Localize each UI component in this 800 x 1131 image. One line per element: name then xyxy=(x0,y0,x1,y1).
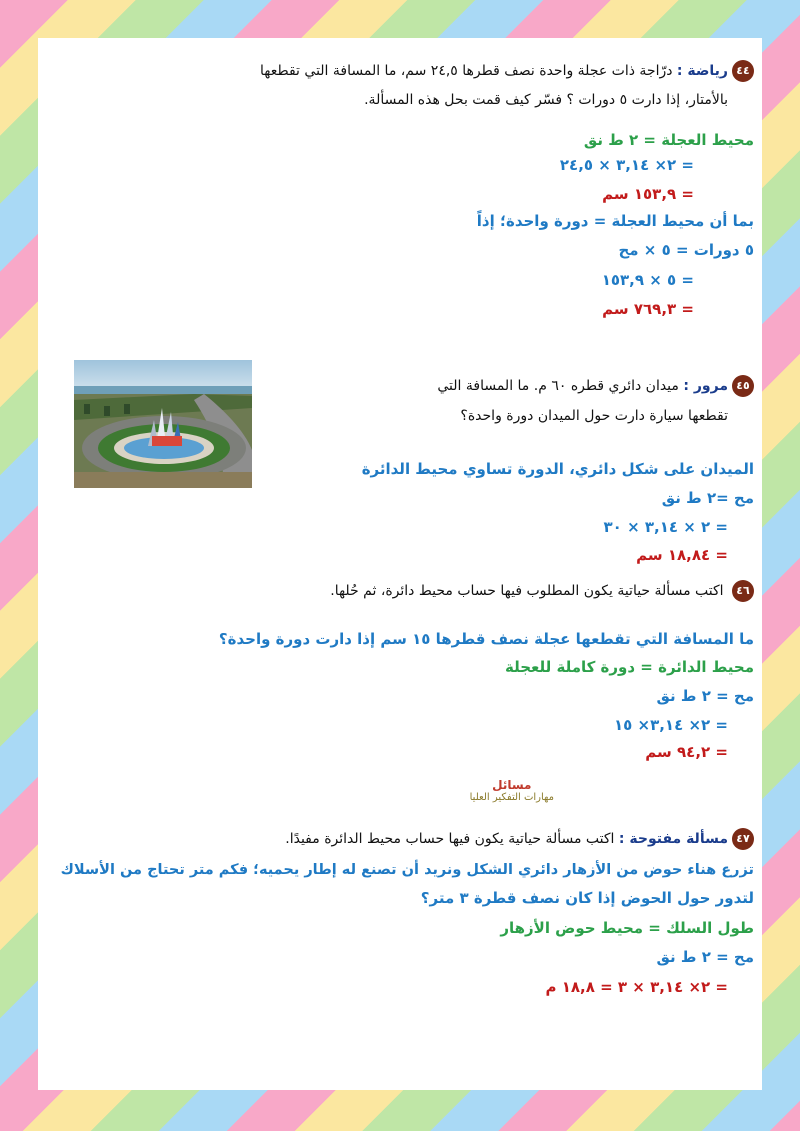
answer-line: = ٢× ٣,١٤× ١٥ xyxy=(613,716,728,734)
question-text: اكتب مسألة حياتية يكون المطلوب فيها حساب محيط دائرة، ثم حُلها. xyxy=(330,583,724,599)
answer-line: محيط العجلة = ٢ ط نق xyxy=(583,131,754,149)
question-number-badge: ٤٦ xyxy=(732,580,754,602)
answer-line: مح = ٢ ط نق xyxy=(656,948,754,966)
answer-line: ٥ دورات = ٥ × مح xyxy=(618,241,754,259)
question-number-badge: ٤٥ xyxy=(732,375,754,397)
question-number-badge: ٤٧ xyxy=(732,828,754,850)
answer-line: بما أن محيط العجلة = دورة واحدة؛ إذاً xyxy=(476,212,754,230)
question-47 xyxy=(285,828,754,850)
question-label: رياضة : xyxy=(676,63,728,79)
worksheet-page xyxy=(38,38,762,1090)
question-number-badge: ٤٤ xyxy=(732,60,754,82)
answer-line: = ٢× ٣,١٤ × ٢٤,٥ xyxy=(559,156,694,174)
question-label: مرور : xyxy=(683,378,728,394)
answer-line: = ٧٦٩,٣ سم xyxy=(602,300,694,318)
skills-title: مسائل xyxy=(492,778,532,792)
answer-line: محيط الدائرة = دورة كاملة للعجلة xyxy=(505,658,754,676)
question-44-line2: بالأمتار، إذا دارت ٥ دورات ؟ فسّر كيف قمت بحل هذه المسألة. xyxy=(364,92,728,108)
question-text: اكتب مسألة حياتية يكون فيها حساب محيط الدائرة مفيدًا. xyxy=(285,831,615,847)
question-44-line1 xyxy=(260,60,754,82)
roundabout-photo xyxy=(74,360,252,488)
answer-line: ما المسافة التي تقطعها عجلة نصف قطرها ١٥ سم إذا دارت دورة واحدة؟ xyxy=(218,630,754,648)
question-45-line2: تقطعها سيارة دارت حول الميدان دورة واحدة؟ xyxy=(460,408,728,424)
answer-line: طول السلك = محيط حوض الأزهار xyxy=(500,919,754,937)
answer-line: = ٢× ٣,١٤ × ٣ = ١٨,٨ م xyxy=(545,978,728,996)
answer-line: = ١٨,٨٤ سم xyxy=(636,546,728,564)
answer-line: لتدور حول الحوض إذا كان نصف قطرة ٣ متر؟ xyxy=(420,889,754,907)
answer-line: مح =٢ ط نق xyxy=(661,489,754,507)
answer-line: = ١٥٣,٩ سم xyxy=(602,185,694,203)
answer-line: = ٩٤,٢ سم xyxy=(645,743,728,761)
question-text: درّاجة ذات عجلة واحدة نصف قطرها ٢٤,٥ سم، ما المسافة التي تقطعها xyxy=(260,63,673,79)
answer-line: = ٥ × ١٥٣,٩ xyxy=(601,271,694,289)
question-text: ميدان دائري قطره ٦٠ م. ما المسافة التي xyxy=(437,378,679,394)
skills-section-header xyxy=(470,778,554,803)
answer-line: الميدان على شكل دائري، الدورة تساوي محيط الدائرة xyxy=(361,460,754,478)
answer-line: = ٢ × ٣,١٤ × ٣٠ xyxy=(603,518,728,536)
answer-line: تزرع هناء حوض من الأزهار دائري الشكل ونريد أن تصنع له إطار يحميه؛ فكم متر تحتاج من الأسلاك xyxy=(60,862,754,878)
skills-subtitle: مهارات التفكير العليا xyxy=(469,792,554,803)
question-45-line1 xyxy=(437,375,754,397)
question-46 xyxy=(330,580,754,602)
answer-line: مح = ٢ ط نق xyxy=(656,687,754,705)
question-label: مسألة مفتوحة : xyxy=(618,831,728,847)
